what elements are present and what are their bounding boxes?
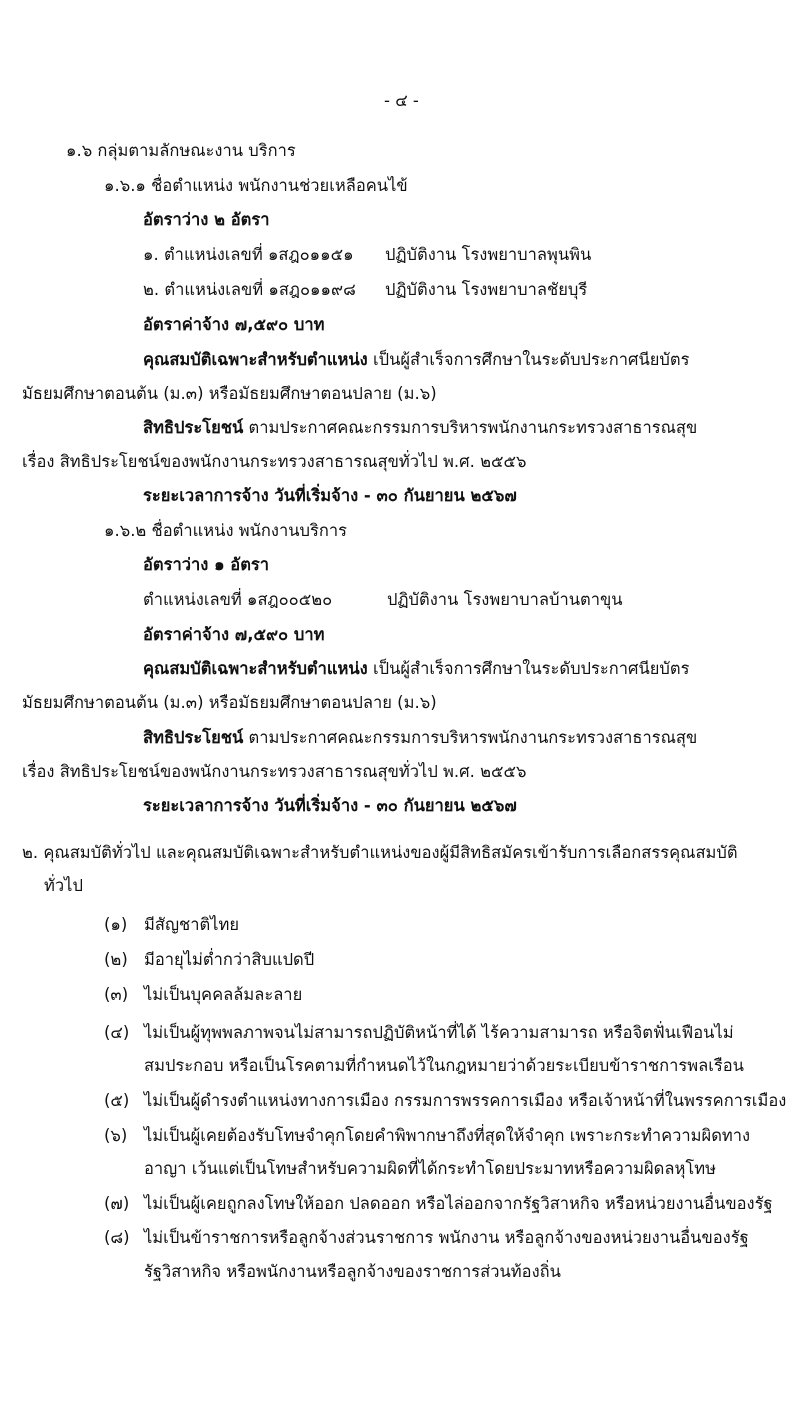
position-1-benefit-cont: เรื่อง สิทธิประโยชน์ของพนักงานกระทรวงสาธารณสุขทั่วไป พ.ศ. ๒๕๕๖ xyxy=(22,452,527,471)
list-item: ไม่เป็นผู้ทุพพลภาพจนไม่สามารถปฏิบัติหน้าที่ได้ ไร้ความสามารถ หรือจิตฟั่นเฟือนไม่ xyxy=(144,1023,734,1042)
list-item-number: (๔) xyxy=(104,1023,130,1042)
position-1-slot-2 xyxy=(143,282,587,299)
qualification-label: คุณสมบัติเฉพาะสำหรับตำแหน่ง xyxy=(143,350,368,369)
list-item: ไม่เป็นผู้ดำรงตำแหน่งทางการเมือง กรรมการพรรคการเมือง หรือเจ้าหน้าที่ในพรรคการเมือง xyxy=(144,1091,787,1110)
position-1-title: ๑.๖.๑ ชื่อตำแหน่ง พนักงานช่วยเหลือคนไข้ xyxy=(104,176,408,195)
qualification-text: เป็นผู้สำเร็จการศึกษาในระดับประกาศนียบัตร xyxy=(373,350,690,369)
qualification-text: เป็นผู้สำเร็จการศึกษาในระดับประกาศนียบัตร xyxy=(373,659,690,678)
slot-work: ปฏิบัติงาน โรงพยาบาลพุนพิน xyxy=(385,245,592,264)
benefit-text: ตามประกาศคณะกรรมการบริหารพนักงานกระทรวงสาธารณสุข xyxy=(248,728,698,747)
list-item: ไม่เป็นผู้เคยถูกลงโทษให้ออก ปลดออก หรือไล่ออกจากรัฐวิสาหกิจ หรือหน่วยงานอื่นของรัฐ xyxy=(144,1194,773,1213)
slot-number: ๑. ตำแหน่งเลขที่ ๑สฎ๐๑๑๕๑ xyxy=(143,245,354,264)
list-item: ไม่เป็นผู้เคยต้องรับโทษจำคุกโดยคำพิพากษาถึงที่สุดให้จำคุก เพราะกระทำความผิดทาง xyxy=(144,1126,751,1145)
position-1-qualification-cont: มัธยมศึกษาตอนต้น (ม.๓) หรือมัธยมศึกษาตอนปลาย (ม.๖) xyxy=(22,384,437,403)
position-2-benefit-cont: เรื่อง สิทธิประโยชน์ของพนักงานกระทรวงสาธารณสุขทั่วไป พ.ศ. ๒๕๕๖ xyxy=(22,762,527,781)
list-item-number: (๑) xyxy=(104,915,128,934)
benefit-label: สิทธิประโยชน์ xyxy=(143,728,244,747)
list-item: ไม่เป็นบุคคลล้มละลาย xyxy=(144,985,303,1004)
section-2-heading-cont: ทั่วไป xyxy=(44,876,83,895)
list-item: มีสัญชาติไทย xyxy=(144,915,240,934)
list-item-number: (๒) xyxy=(104,950,128,969)
page-number: - ๔ - xyxy=(384,91,419,110)
list-item-number: (๖) xyxy=(104,1126,128,1145)
position-2-qualification xyxy=(143,661,689,678)
list-item-number: (๕) xyxy=(104,1091,130,1110)
position-2-wage: อัตราค่าจ้าง ๗,๕๙๐ บาท xyxy=(143,625,325,644)
position-2-period: ระยะเวลาการจ้าง วันที่เริ่มจ้าง - ๓๐ กันยายน ๒๕๖๗ xyxy=(143,796,517,815)
list-item-cont: อาญา เว้นแต่เป็นโทษสำหรับความผิดที่ได้กระทำโดยประมาทหรือความผิดลหุโทษ xyxy=(144,1159,716,1178)
slot-number: ๒. ตำแหน่งเลขที่ ๑สฎ๐๑๑๙๘ xyxy=(143,280,356,299)
position-2-qualification-cont: มัธยมศึกษาตอนต้น (ม.๓) หรือมัธยมศึกษาตอนปลาย (ม.๖) xyxy=(22,693,437,712)
benefit-label: สิทธิประโยชน์ xyxy=(143,418,244,437)
position-1-qualification xyxy=(143,352,689,369)
benefit-text: ตามประกาศคณะกรรมการบริหารพนักงานกระทรวงสาธารณสุข xyxy=(248,418,698,437)
list-item: ไม่เป็นข้าราชการหรือลูกจ้างส่วนราชการ พนักงาน หรือลูกจ้างของหน่วยงานอื่นของรัฐ xyxy=(144,1228,749,1247)
list-item: มีอายุไม่ต่ำกว่าสิบแปดปี xyxy=(144,950,315,969)
section-2-heading: ๒. คุณสมบัติทั่วไป และคุณสมบัติเฉพาะสำหรับตำแหน่งของผู้มีสิทธิสมัครเข้ารับการเลือกสรรคุณสมบัติ xyxy=(22,843,738,862)
slot-number: ตำแหน่งเลขที่ ๑สฎ๐๐๕๒๐ xyxy=(143,590,333,609)
list-item-number: (๓) xyxy=(104,985,129,1004)
list-item-cont: สมประกอบ หรือเป็นโรคตามที่กำหนดไว้ในกฎหมายว่าด้วยระเบียบข้าราชการพลเรือน xyxy=(144,1056,744,1075)
position-2-vacancy: อัตราว่าง ๑ อัตรา xyxy=(143,555,270,574)
slot-work: ปฏิบัติงาน โรงพยาบาลชัยบุรี xyxy=(385,280,588,299)
qualification-label: คุณสมบัติเฉพาะสำหรับตำแหน่ง xyxy=(143,659,368,678)
position-1-slot-1 xyxy=(143,247,591,264)
position-2-benefit xyxy=(143,730,697,747)
list-item-cont: รัฐวิสาหกิจ หรือพนักงานหรือลูกจ้างของราชการส่วนท้องถิ่น xyxy=(144,1262,561,1281)
slot-work: ปฏิบัติงาน โรงพยาบาลบ้านตาขุน xyxy=(387,590,623,609)
list-item-number: (๘) xyxy=(104,1228,130,1247)
position-1-wage: อัตราค่าจ้าง ๗,๕๙๐ บาท xyxy=(143,315,325,334)
position-1-benefit xyxy=(143,420,697,437)
position-1-vacancy: อัตราว่าง ๒ อัตรา xyxy=(143,210,270,229)
list-item-number: (๗) xyxy=(104,1194,130,1213)
position-2-title: ๑.๖.๒ ชื่อตำแหน่ง พนักงานบริการ xyxy=(104,521,347,540)
group-heading: ๑.๖ กลุ่มตามลักษณะงาน บริการ xyxy=(66,141,296,160)
position-2-slot-1 xyxy=(143,592,623,609)
position-1-period: ระยะเวลาการจ้าง วันที่เริ่มจ้าง - ๓๐ กันยายน ๒๕๖๗ xyxy=(143,486,517,505)
